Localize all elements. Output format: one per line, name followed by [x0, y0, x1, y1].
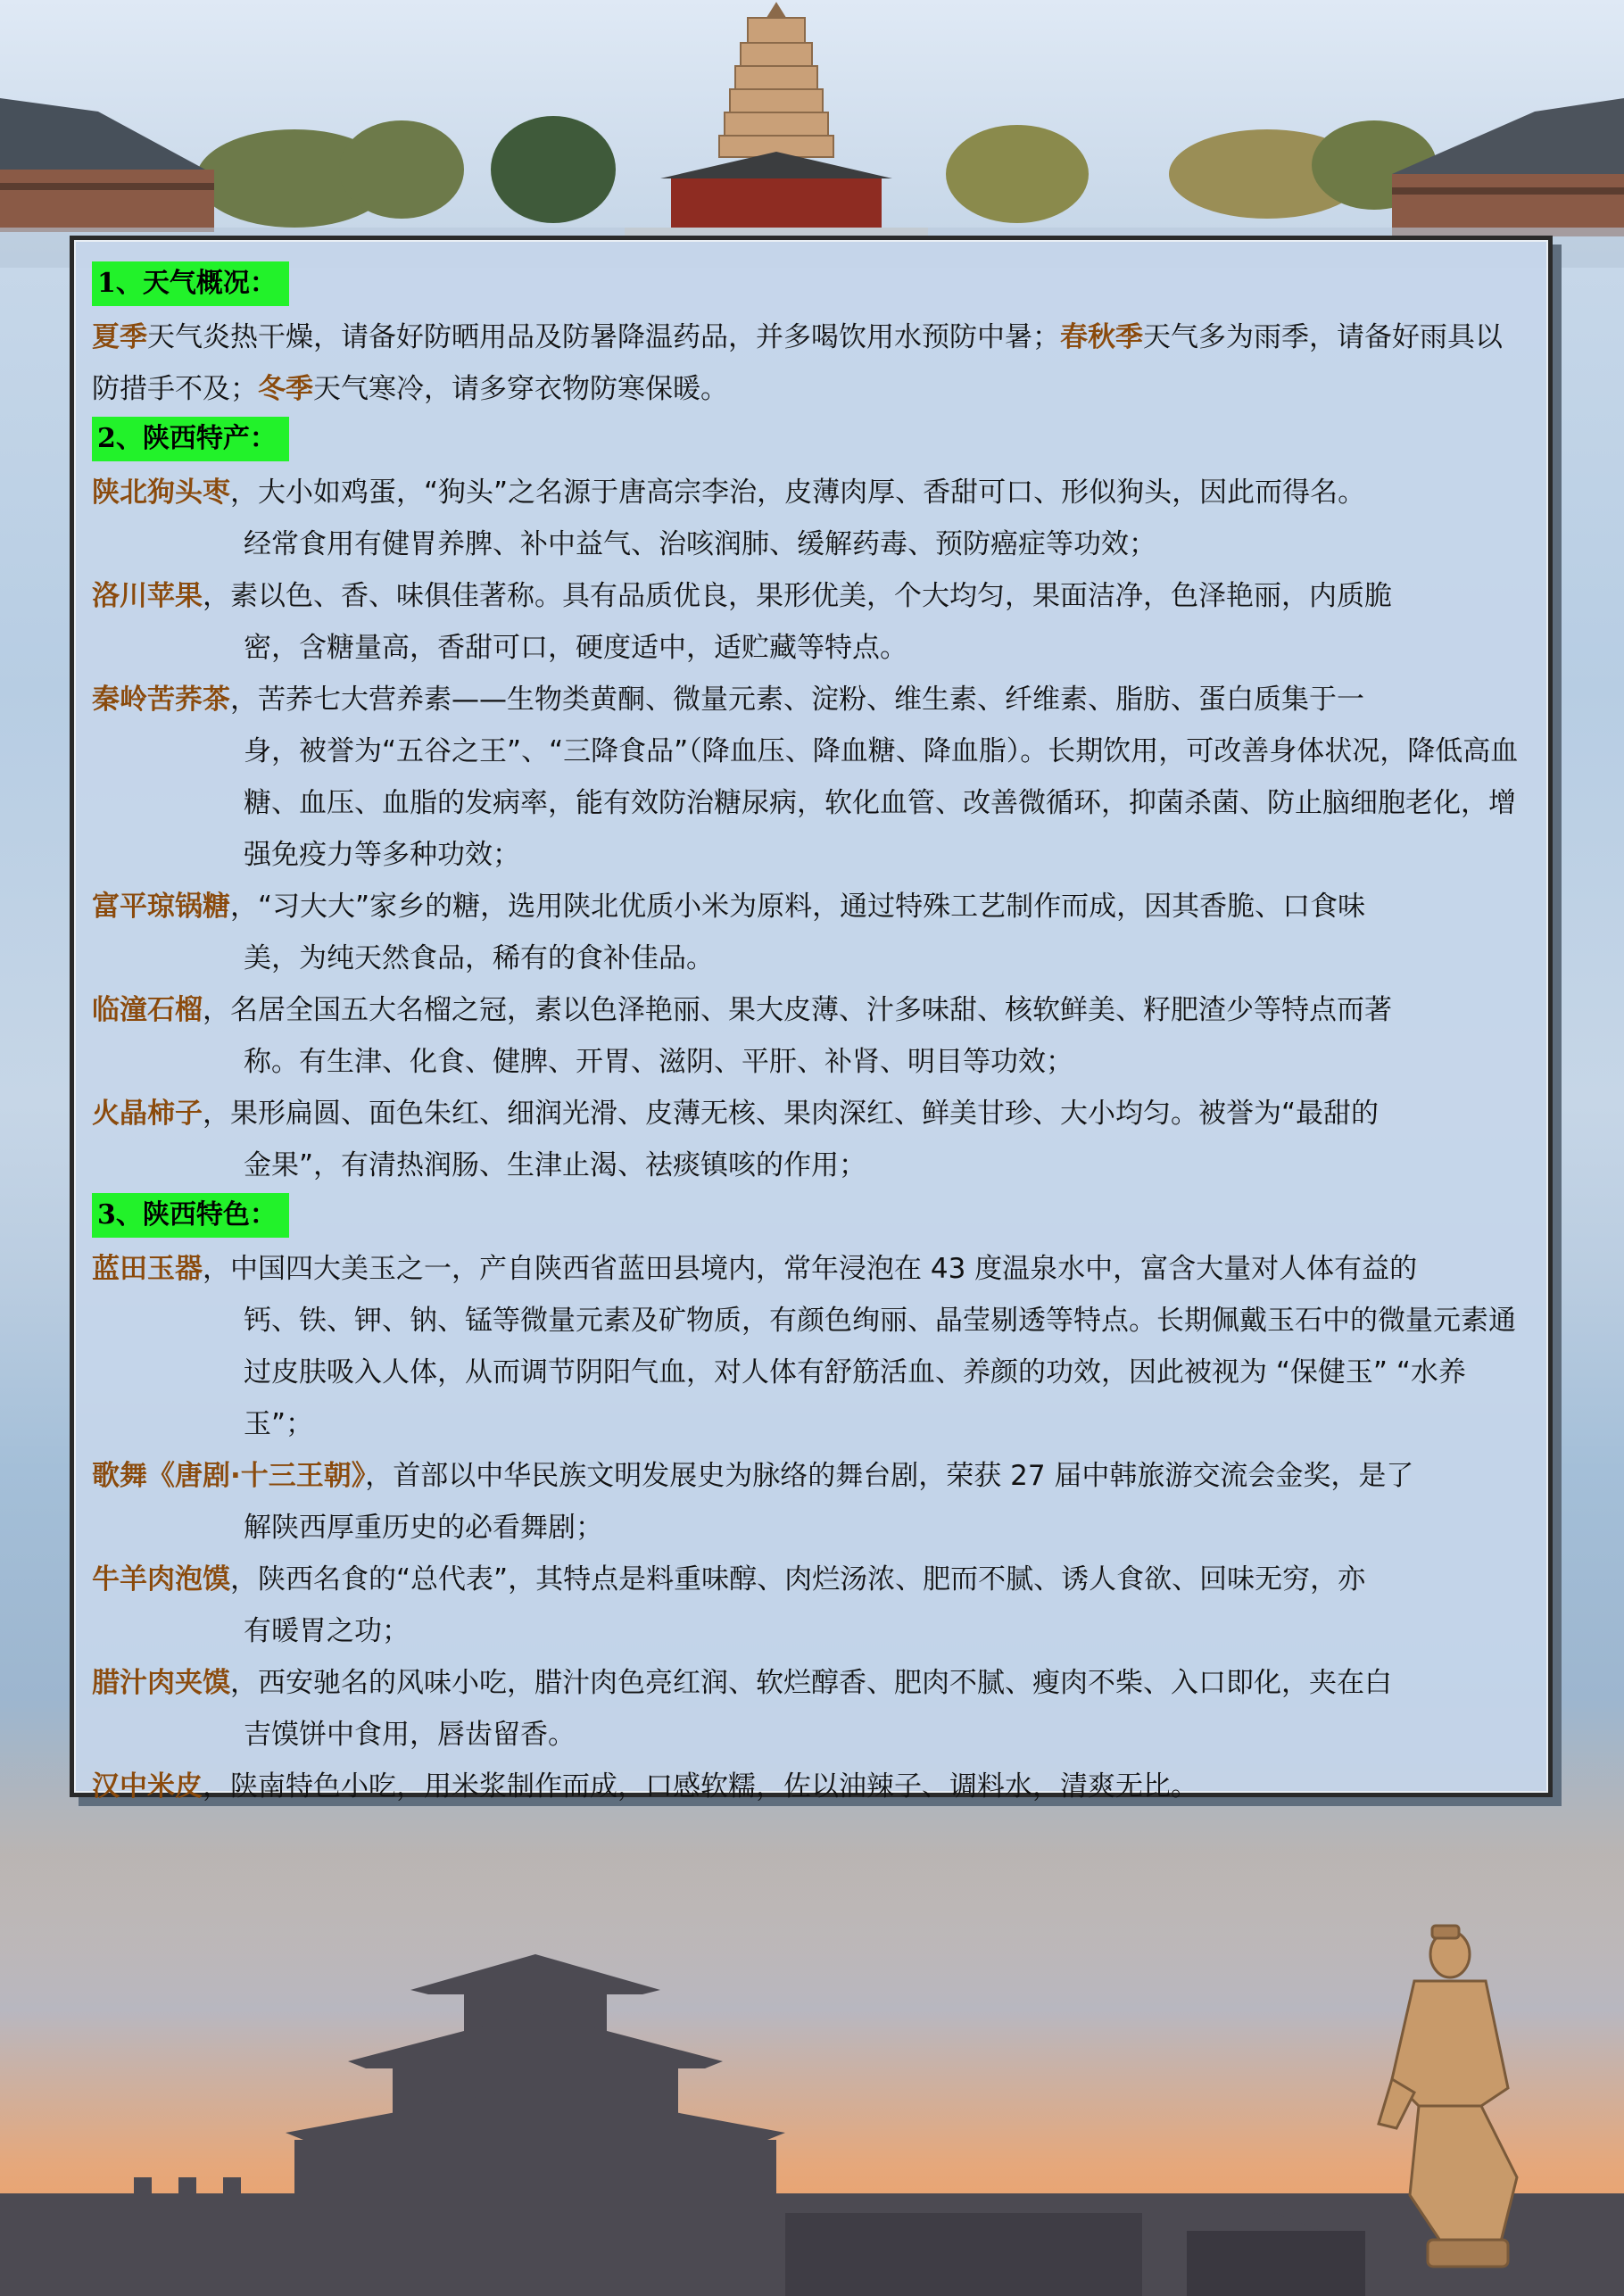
content-inner: [92, 260, 1529, 1812]
list-item: [92, 1450, 1529, 1554]
weather-paragraph: [92, 311, 1529, 415]
item-text: ，大小如鸡蛋，“狗头”之名源于唐高宗李治，皮薄肉厚、香甜可口、形似狗头，因此而得名。: [230, 477, 1366, 509]
item-label: 临潼石榴: [92, 994, 203, 1026]
item-label: 火晶柿子: [92, 1098, 203, 1130]
item-continuation: 美，为纯天然食品，稀有的食补佳品。: [244, 942, 714, 974]
item-text: ，陕西名食的“总代表”，其特点是料重味醇、肉烂汤浓、肥而不腻、诱人食欲、回味无穷，亦: [230, 1563, 1366, 1596]
content-panel: [70, 236, 1553, 1803]
item-text: ，中国四大美玉之一，产自陕西省蓝田县境内，常年浸泡在 43 度温泉水中，富含大量对人体有益的: [203, 1253, 1418, 1285]
list-item: [92, 1554, 1529, 1657]
item-text: ，苦荞七大营养素——生物类黄酮、微量元素、淀粉、维生素、纤维素、脂肪、蛋白质集于一: [230, 684, 1364, 716]
list-item: [92, 467, 1529, 570]
item-label: 蓝田玉器: [92, 1253, 203, 1285]
item-label: 富平琼锅糖: [92, 891, 230, 923]
item-text: ，素以色、香、味俱佳著称。具有品质优良，果形优美，个大均匀，果面洁净，色泽艳丽，内质脆: [203, 580, 1392, 612]
weather-label-spring-autumn: 春秋季: [1060, 321, 1143, 353]
item-continuation: 密，含糖量高，香甜可口，硬度适中，适贮藏等特点。: [244, 632, 907, 664]
item-label: 牛羊肉泡馍: [92, 1563, 230, 1596]
item-text: ，果形扁圆、面色朱红、细润光滑、皮薄无核、果肉深红、鲜美甘珍、大小均匀。被誉为“最甜的: [203, 1098, 1380, 1130]
item-continuation: 经常食用有健胃养脾、补中益气、治咳润肺、缓解药毒、预防癌症等功效；: [244, 528, 1156, 560]
list-item: [92, 881, 1529, 984]
footer-scenery-image: [0, 1856, 1624, 2296]
list-item: [92, 1657, 1529, 1761]
item-text: ，“习大大”家乡的糖，选用陕北优质小米为原料，通过特殊工艺制作而成，因其香脆、口食味: [230, 891, 1366, 923]
section-heading-features: 3、陕西特色：: [92, 1193, 289, 1238]
list-item: [92, 984, 1529, 1088]
trees-left: [196, 116, 616, 228]
item-text: ，陕南特色小吃，用米浆制作而成，口感软糯，佐以油辣子、调料水，清爽无比。: [203, 1770, 1198, 1803]
item-label: 陕北狗头枣: [92, 477, 230, 509]
item-continuation: 金果”，有清热润肠、生津止渴、祛痰镇咳的作用；: [244, 1149, 867, 1181]
weather-label-winter: 冬季: [258, 373, 313, 405]
item-continuation: 吉馍饼中食用，唇齿留香。: [244, 1719, 576, 1751]
list-item: [92, 1243, 1529, 1450]
item-continuation: 解陕西厚重历史的必看舞剧；: [244, 1512, 603, 1544]
item-continuation: 身，被誉为“五谷之王”、“三降食品”（降血压、降血糖、降血脂）。长期饮用，可改善身体状况，降低高血糖、血压、血脂的发病率，能有效防治糖尿病，软化血管、改善微循环，抑菌杀菌、防止脑细胞老化，增强免疫力等多种功效；: [244, 735, 1519, 871]
weather-text-spring-autumn: 天气多为雨季，请备好雨具以防措手不及；: [92, 321, 1503, 405]
item-text: ，首部以中华民族文明发展史为脉络的舞台剧，荣获 27 届中韩旅游交流会金奖，是了: [365, 1460, 1414, 1492]
weather-label-summer: 夏季: [92, 321, 147, 353]
section-heading-weather: 1、天气概况：: [92, 261, 289, 306]
list-item: [92, 1088, 1529, 1191]
item-continuation: 有暖胃之功；: [244, 1615, 410, 1647]
item-label: 汉中米皮: [92, 1770, 203, 1803]
list-item: [92, 570, 1529, 674]
item-label: 秦岭苦荞茶: [92, 684, 230, 716]
item-label: 腊汁肉夹馍: [92, 1667, 230, 1699]
weather-text-summer: 天气炎热干燥，请备好防晒用品及防暑降温药品，并多喝饮用水预防中暑；: [147, 321, 1060, 353]
item-label: 洛川苹果: [92, 580, 203, 612]
item-label: 歌舞《唐剧·十三王朝》: [92, 1460, 366, 1492]
item-continuation: 称。有生津、化食、健脾、开胃、滋阴、平肝、补肾、明目等功效；: [244, 1046, 1073, 1078]
item-continuation: 钙、铁、钾、钠、锰等微量元素及矿物质，有颜色绚丽、晶莹剔透等特点。长期佩戴玉石中的微量元素通过皮肤吸入人体，从而调节阴阳气血，对人体有舒筋活血、养颜的功效，因此被视为 “保健玉” “水养玉”；: [244, 1305, 1516, 1440]
list-item: [92, 1761, 1529, 1812]
section-heading-specialties: 2、陕西特产：: [92, 417, 289, 461]
item-text: ，名居全国五大名榴之冠，素以色泽艳丽、果大皮薄、汁多味甜、核软鲜美、籽肥渣少等特点而著: [203, 994, 1392, 1026]
item-text: ，西安驰名的风味小吃，腊汁肉色亮红润、软烂醇香、肥肉不腻、瘦肉不柴、入口即化，夹在白: [230, 1667, 1392, 1699]
list-item: [92, 674, 1529, 881]
weather-text-winter: 天气寒冷，请多穿衣物防寒保暖。: [313, 373, 728, 405]
header-scenery-image: [0, 0, 1624, 268]
